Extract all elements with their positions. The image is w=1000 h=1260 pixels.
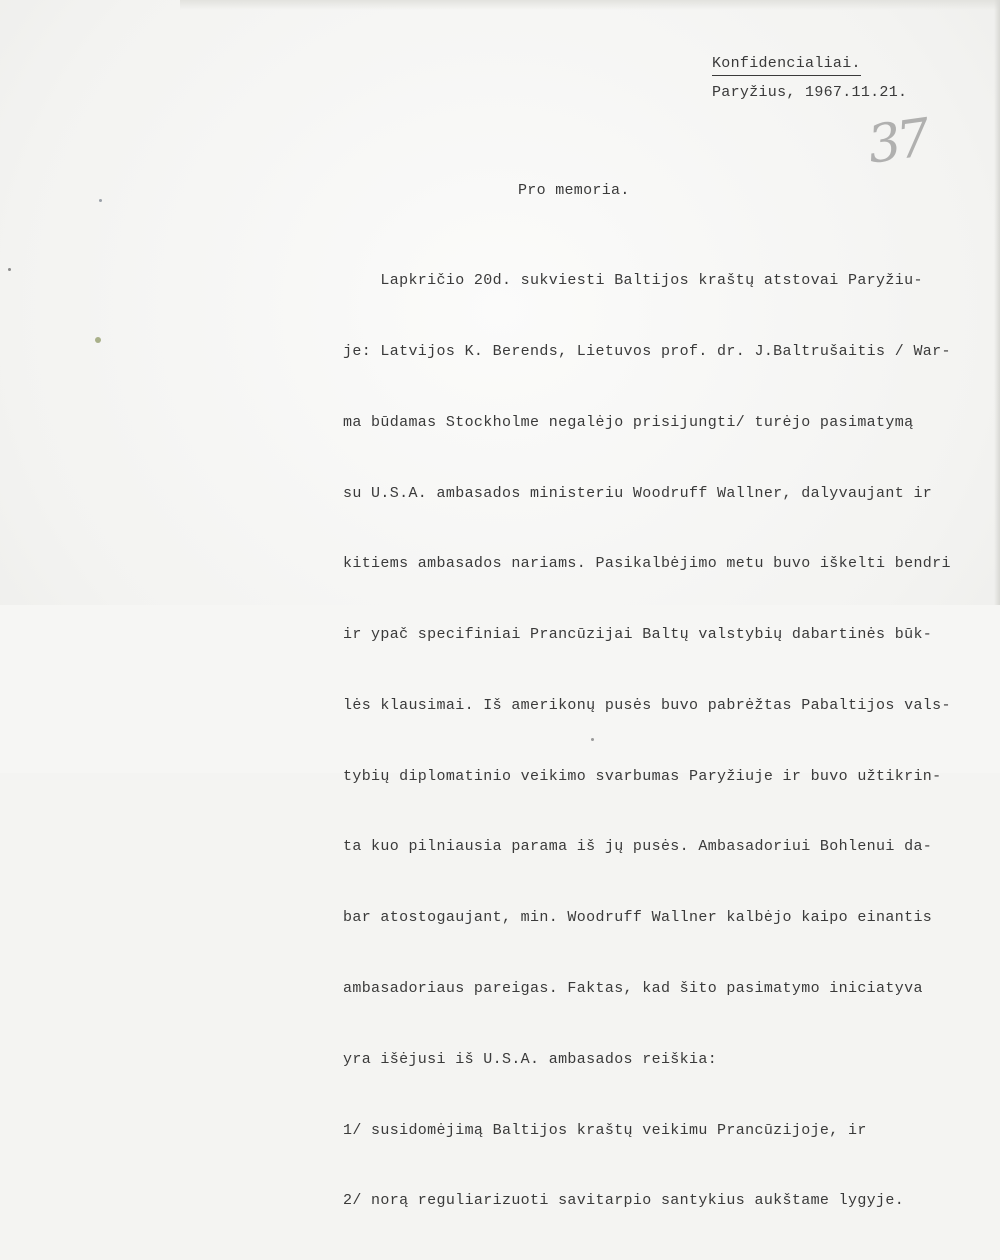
body-line: 1/ susidomėjimą Baltijos kraštų veikimu Prancūzijoje, ir [343, 1121, 867, 1139]
body-line: je: Latvijos K. Berends, Lietuvos prof. dr. J.Baltrušaitis / War- [343, 342, 951, 360]
body-line: Lapkričio 20d. sukviesti Baltijos kraštų atstovai Paryžiu- [343, 272, 923, 290]
confidential-label: Konfidencialiai. [712, 55, 861, 76]
body-line: bar atostogaujant, min. Woodruff Wallner kalbėjo kaipo einantis [343, 909, 933, 927]
scan-top-edge [180, 0, 1000, 10]
document-title: Pro memoria. [518, 182, 630, 199]
paper-speck [99, 199, 102, 202]
body-line: ir ypač specifiniai Prancūzijai Baltų valstybių dabartinės būk- [343, 626, 933, 644]
body-line: tybių diplomatinio veikimo svarbumas Paryžiuje ir buvo užtikrin- [343, 767, 942, 785]
paper-speck [8, 268, 11, 271]
body-line: kitiems ambasados nariams. Pasikalbėjimo metu buvo iškelti bendri [343, 555, 951, 573]
document-body [343, 222, 983, 1260]
body-line: ta kuo pilniausia parama iš jų pusės. Ambasadoriui Bohlenui da- [343, 838, 933, 856]
document-header [712, 52, 907, 105]
body-line: su U.S.A. ambasados ministeriu Woodruff Wallner, dalyvaujant ir [343, 484, 933, 502]
body-line: 2/ norą reguliarizuoti savitarpio santykius aukštame lygyje. [343, 1192, 905, 1210]
body-line: ma būdamas Stockholme negalėjo prisijungti/ turėjo pasimatymą [343, 413, 914, 431]
body-line: lės klausimai. Iš amerikonų pusės buvo pabrėžtas Pabaltijos vals- [343, 696, 951, 714]
body-line: ambasadoriaus pareigas. Faktas, kad šito pasimatymo iniciatyva [343, 980, 923, 997]
place-date: Paryžius, 1967.11.21. [712, 84, 908, 101]
paper-speck [95, 337, 101, 343]
handwritten-page-number: 37 [864, 108, 931, 176]
body-line: yra išėjusi iš U.S.A. ambasados reiškia: [343, 1050, 718, 1068]
